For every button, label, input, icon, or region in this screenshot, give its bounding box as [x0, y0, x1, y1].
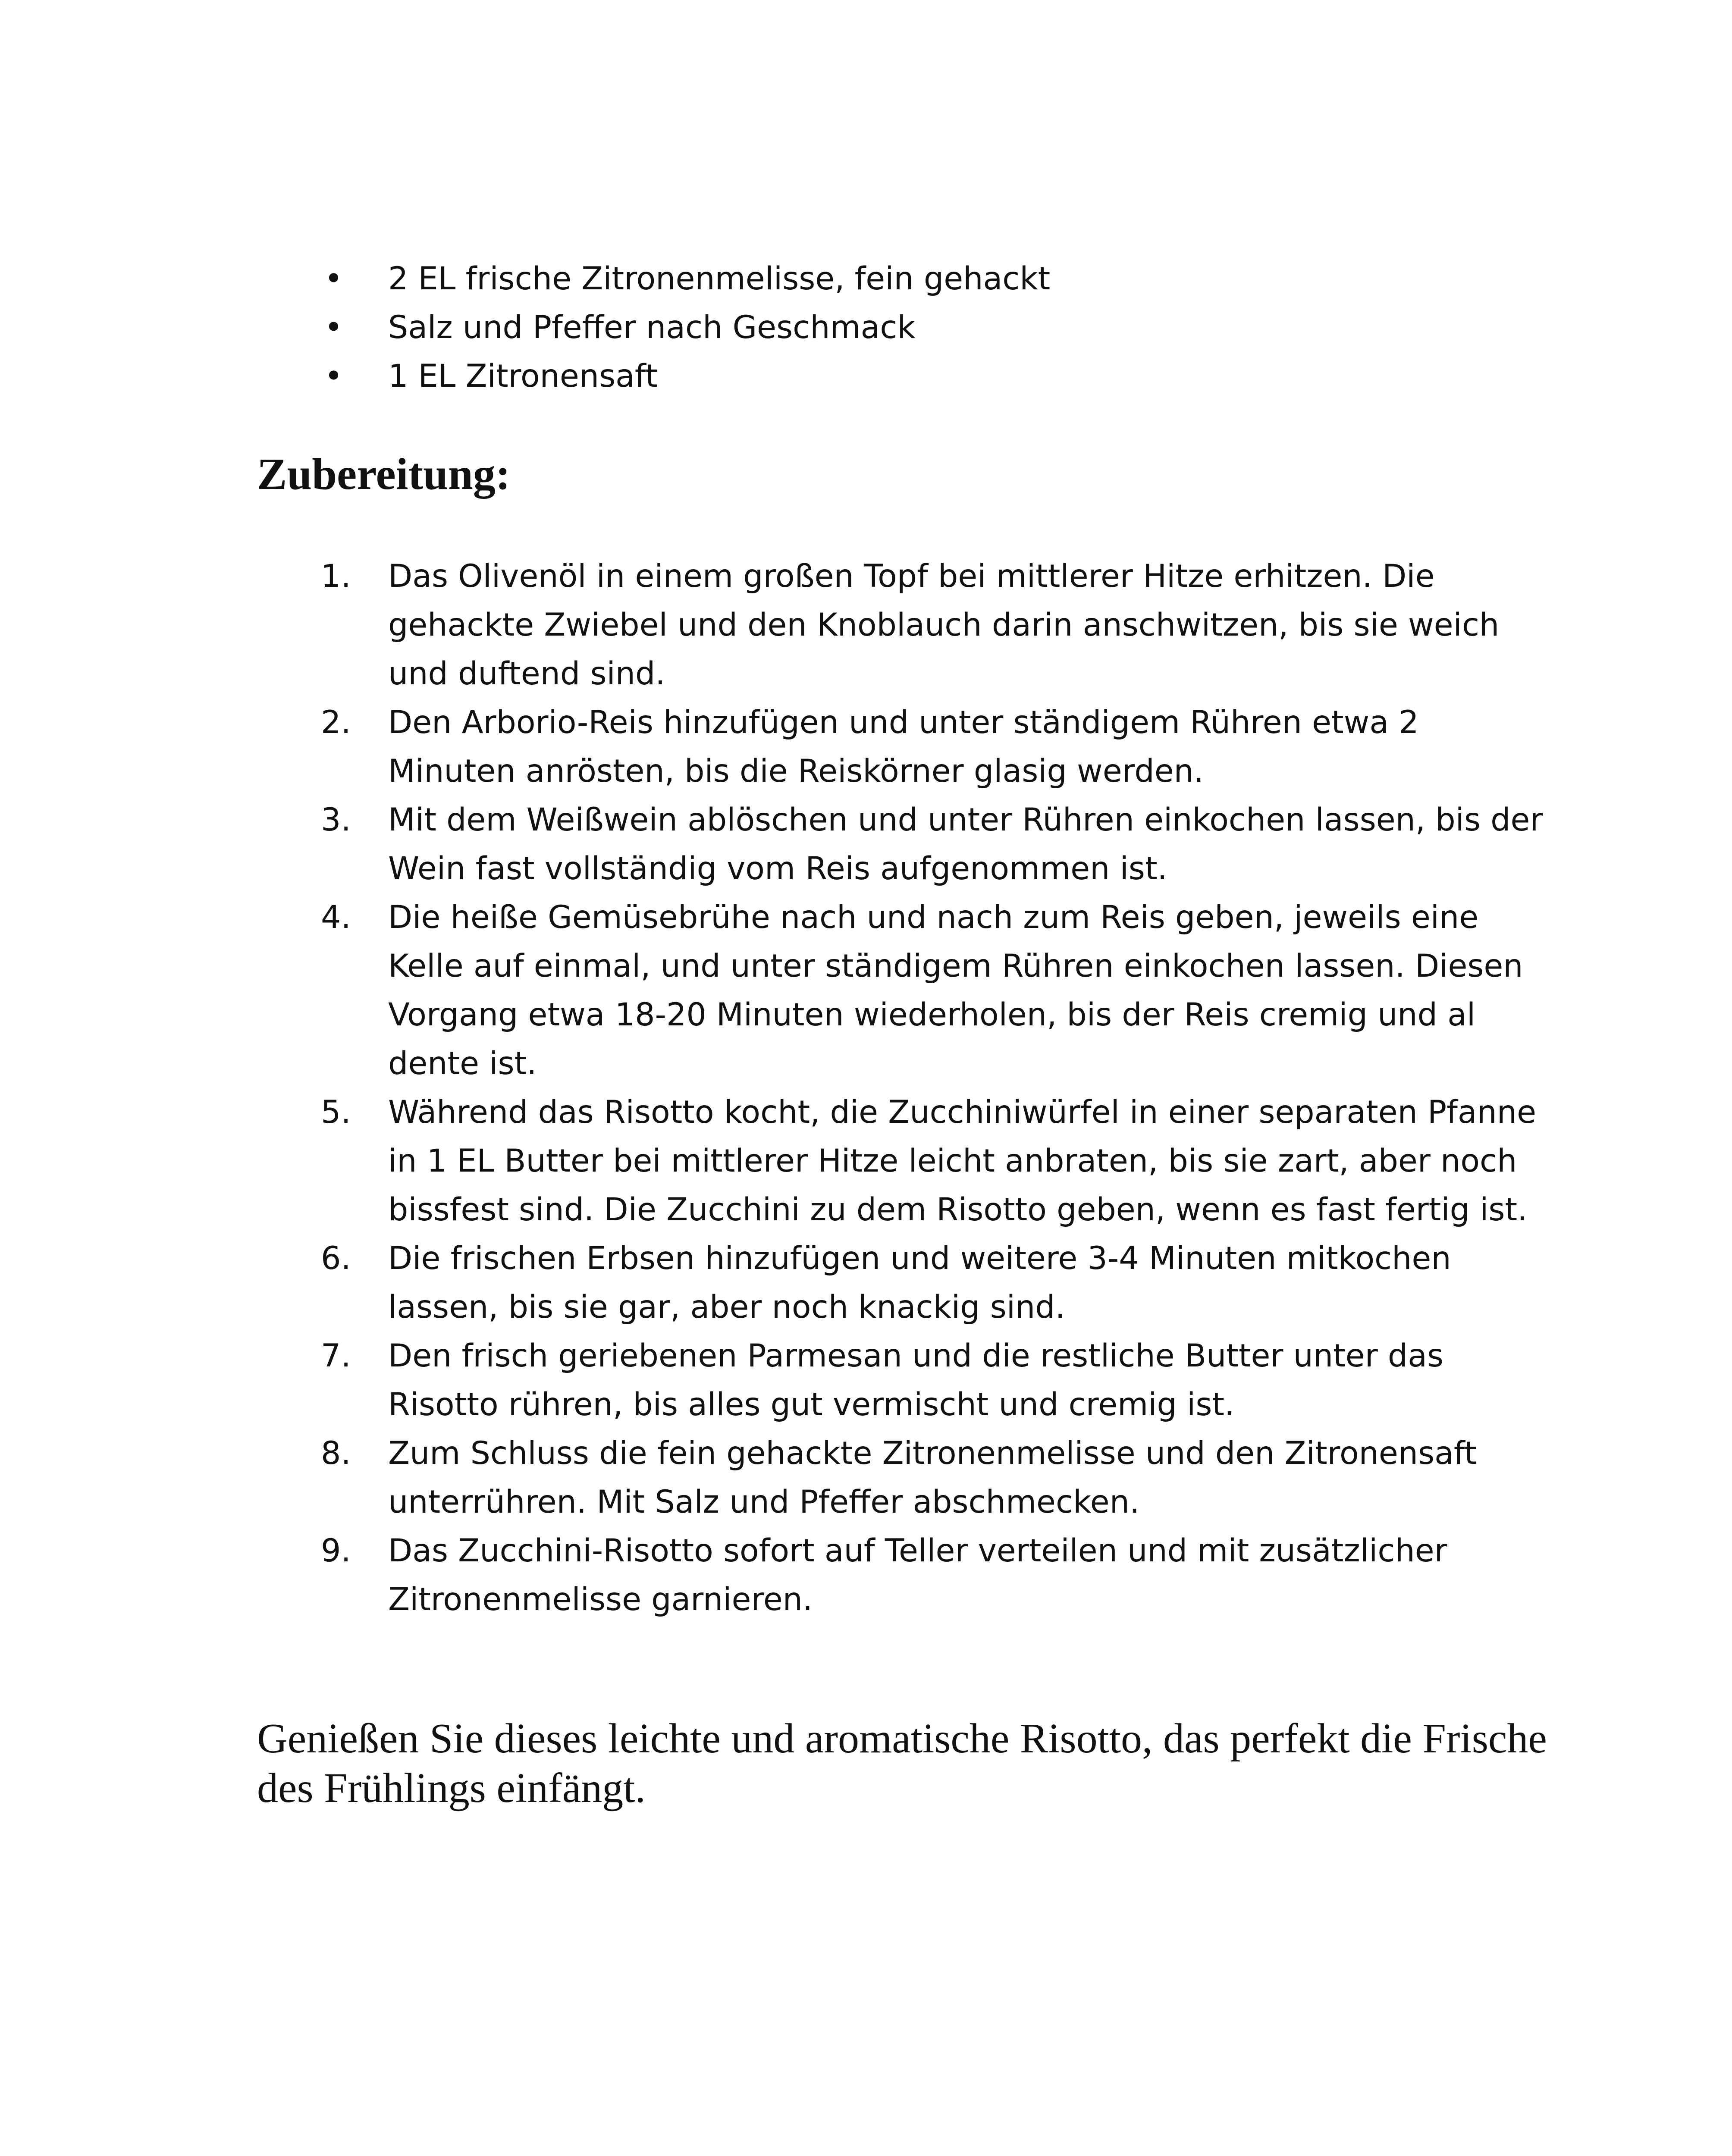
bullet-icon: •	[324, 309, 343, 346]
step-number: 7.	[321, 1338, 351, 1374]
list-item	[259, 796, 1544, 893]
list-item	[259, 893, 1544, 1088]
ingredient-text: Salz und Pfeffer nach Geschmack	[388, 309, 916, 346]
ingredient-text: 2 EL frische Zitronenmelisse, fein gehackt	[388, 260, 1051, 297]
ingredient-list	[259, 254, 1553, 401]
section-heading: Zubereitung:	[257, 449, 511, 499]
list-item	[259, 698, 1544, 796]
step-number: 2.	[321, 704, 351, 741]
list-item	[259, 552, 1544, 698]
step-number: 5.	[321, 1094, 351, 1131]
step-number: 8.	[321, 1435, 351, 1472]
step-number: 3.	[321, 802, 351, 838]
step-text: Das Zucchini-Risotto sofort auf Teller verteilen und mit zusätzlicher Zitronenmelisse garnieren.	[388, 1532, 1447, 1618]
closing-paragraph: Genießen Sie dieses leichte und aromatische Risotto, das perfekt die Frische des Frühlings einfängt.	[257, 1715, 1547, 1811]
step-text: Zum Schluss die fein gehackte Zitronenmelisse und den Zitronensaft unterrühren. Mit Salz und Pfeffer abschmecken.	[388, 1435, 1477, 1520]
step-text: Die heiße Gemüsebrühe nach und nach zum Reis geben, jeweils eine Kelle auf einmal, und unter ständigem Rühren einkochen lassen. Diesen Vorgang etwa 18-20 Minuten wiederholen, bis der Reis cremig und al dente ist.	[388, 899, 1523, 1082]
step-number: 1.	[321, 558, 351, 595]
step-text: Den Arborio-Reis hinzufügen und unter ständigem Rühren etwa 2 Minuten anrösten, bis die Reiskörner glasig werden.	[388, 704, 1419, 790]
step-number: 9.	[321, 1532, 351, 1569]
step-text: Den frisch geriebenen Parmesan und die restliche Butter unter das Risotto rühren, bis alles gut vermischt und cremig ist.	[388, 1338, 1444, 1423]
step-text: Während das Risotto kocht, die Zucchiniwürfel in einer separaten Pfanne in 1 EL Butter bei mittlerer Hitze leicht anbraten, bis sie zart, aber noch bissfest sind. Die Zucchini zu dem Risotto geben, wenn es fast fertig ist.	[388, 1094, 1537, 1228]
step-text: Mit dem Weißwein ablöschen und unter Rühren einkochen lassen, bis der Wein fast vollständig vom Reis aufgenommen ist.	[388, 802, 1543, 887]
step-list	[259, 552, 1544, 1624]
list-item	[259, 352, 1553, 401]
list-item	[259, 303, 1553, 352]
step-text: Die frischen Erbsen hinzufügen und weitere 3-4 Minuten mitkochen lassen, bis sie gar, aber noch knackig sind.	[388, 1240, 1451, 1326]
step-number: 6.	[321, 1240, 351, 1277]
list-item	[259, 254, 1553, 303]
list-item	[259, 1332, 1544, 1429]
list-item	[259, 1234, 1544, 1332]
step-number: 4.	[321, 899, 351, 936]
list-item	[259, 1429, 1544, 1526]
list-item	[259, 1526, 1544, 1624]
list-item	[259, 1088, 1544, 1234]
bullet-icon: •	[324, 358, 343, 395]
step-text: Das Olivenöl in einem großen Topf bei mittlerer Hitze erhitzen. Die gehackte Zwiebel und den Knoblauch darin anschwitzen, bis sie weich und duftend sind.	[388, 558, 1500, 692]
ingredient-text: 1 EL Zitronensaft	[388, 358, 658, 395]
bullet-icon: •	[324, 260, 343, 297]
